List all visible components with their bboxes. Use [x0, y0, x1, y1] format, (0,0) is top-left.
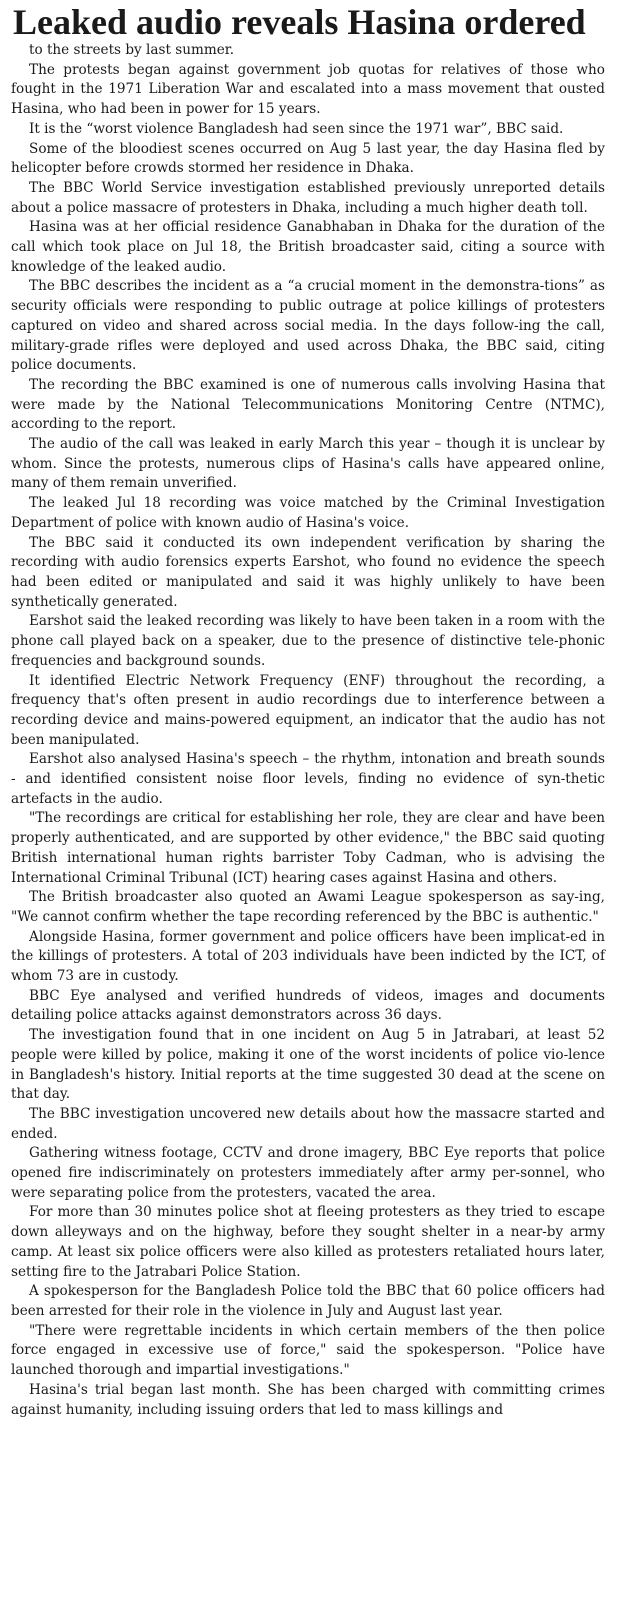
article-paragraph: Hasina was at her official residence Ganabhaban in Dhaka for the duration of the call which took place on Jul 18, the British broadcaster said, citing a source with knowledge of the leaked audio.: [11, 219, 605, 275]
article-body: [0, 41, 618, 1420]
article-paragraph: Earshot also analysed Hasina's speech – the rhythm, intonation and breath sounds - and identified consistent noise floor levels, finding no evidence of syn-thetic artefacts in the audio.: [11, 751, 605, 807]
article-paragraph: The recording the BBC examined is one of numerous calls involving Hasina that were made by the National Telecommunications Monitoring Centre (NTMC), according to the report.: [11, 376, 605, 433]
article-paragraph: Gathering witness footage, CCTV and drone imagery, BBC Eye reports that police opened fire indiscriminately on protesters immediately after army per-sonnel, who were separating police from the protesters, vacated the area.: [11, 1145, 605, 1201]
article-paragraph: The BBC describes the incident as a “a crucial moment in the demonstra-tions” as security officials were responding to public outrage at police killings of protesters captured on video and shared across social media. In the days follow-ing the call, military-grade rifles were deployed and used across Dhaka, the BBC said, citing police documents.: [11, 278, 605, 374]
article-paragraph: The BBC World Service investigation established previously unreported details about a police massacre of protesters in Dhaka, including a much higher death toll.: [11, 179, 605, 216]
article-paragraph: BBC Eye analysed and verified hundreds of videos, images and documents detailing police attacks against demonstrators across 36 days.: [11, 987, 605, 1024]
article-paragraph: to the streets by last summer.: [29, 42, 235, 58]
article-paragraph: It identified Electric Network Frequency (ENF) throughout the recording, a frequency that's often present in audio recordings due to interference between a recording device and mains-powered equipment, an indicator that the audio has not been manipulated.: [11, 672, 605, 748]
article-headline: Leaked audio reveals Hasina ordered: [13, 2, 586, 42]
article-paragraph: The British broadcaster also quoted an Awami League spokesperson as say-ing, "We cannot confirm whether the tape recording referenced by the BBC is authentic.": [11, 889, 605, 925]
article-paragraph: Hasina's trial began last month. She has been charged with committing crimes against humanity, including issuing orders that led to mass killings and: [11, 1381, 605, 1418]
article-paragraph: "The recordings are critical for establishing her role, they are clear and have been properly authenticated, and are supported by other evidence," the BBC said quoting British international human rights barrister Toby Cadman, who is advising the International Criminal Tribunal (ICT) hearing cases against Hasina and others.: [11, 810, 605, 886]
article-paragraph: It is the “worst violence Bangladesh had seen since the 1971 war”, BBC said.: [29, 120, 564, 137]
article-paragraph: Alongside Hasina, former government and police officers have been implicat-ed in the killings of protesters. A total of 203 individuals have been indicted by the ICT, of whom 73 are in custody.: [11, 928, 605, 985]
article-paragraph: The investigation found that in one incident on Aug 5 in Jatrabari, at least 52 people were killed by police, making it one of the worst incidents of police vio-lence in Bangladesh's history. Initial reports at the time suggested 30 dead at the scene on that day.: [11, 1027, 605, 1103]
article-paragraph: The BBC investigation uncovered new details about how the massacre started and ended.: [11, 1105, 605, 1142]
article-paragraph: The leaked Jul 18 recording was voice matched by the Criminal Investigation Department of police with known audio of Hasina's voice.: [11, 495, 605, 531]
article-paragraph: The audio of the call was leaked in early March this year – though it is unclear by whom. Since the protests, numerous clips of Hasina's calls have appeared online, many of them remain unverified.: [11, 436, 605, 492]
article-paragraph: "There were regrettable incidents in which certain members of the then police force engaged in excessive use of force," said the spokesperson. "Police have launched thorough and impartial investigations.": [11, 1322, 605, 1379]
article-paragraph: Earshot said the leaked recording was likely to have been taken in a room with the phone call played back on a speaker, due to the presence of distinctive tele-phonic frequencies and background sounds.: [11, 613, 605, 669]
article-paragraph: The protests began against government job quotas for relatives of those who fought in the 1971 Liberation War and escalated into a mass movement that ousted Hasina, who had been in power for 15 years.: [11, 61, 605, 118]
article-paragraph: The BBC said it conducted its own independent verification by sharing the recording with audio forensics experts Earshot, who found no evidence the speech had been edited or manipulated and said it was highly unlikely to have been synthetically generated.: [11, 534, 605, 610]
article-paragraph: A spokesperson for the Bangladesh Police told the BBC that 60 police officers had been arrested for their role in the violence in July and August last year.: [11, 1283, 605, 1319]
article-paragraph: For more than 30 minutes police shot at fleeing protesters as they tried to escape down alleyways and on the highway, before they sought shelter in a near-by army camp. At least six police officers were also killed as protesters retaliated hours later, setting fire to the Jatrabari Police Station.: [11, 1204, 605, 1280]
article-paragraph: Some of the bloodiest scenes occurred on Aug 5 last year, the day Hasina fled by helicopter before crowds stormed her residence in Dhaka.: [11, 140, 605, 177]
